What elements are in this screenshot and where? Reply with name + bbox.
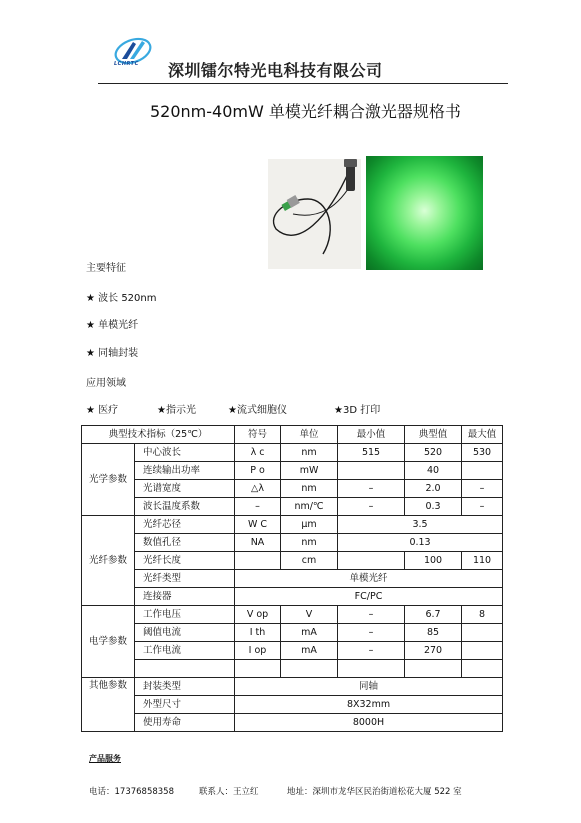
header-cell: 典型值 [405, 426, 462, 444]
table-row [82, 642, 503, 660]
param-cell: 连接器 [135, 588, 235, 606]
group-cell: 光纤参数 [82, 516, 135, 606]
empty-cell [338, 660, 405, 678]
min-cell [338, 552, 405, 570]
footer-address: 地址：深圳市龙华区民治街道松花大厦 522 室 [287, 787, 462, 797]
symbol-cell: λ c [235, 444, 281, 462]
table-row [82, 444, 503, 462]
table-row [82, 624, 503, 642]
max-cell: 530 [462, 444, 503, 462]
typ-cell: 2.0 [405, 480, 462, 498]
param-cell: 数值孔径 [135, 534, 235, 552]
typ-cell: 85 [405, 624, 462, 642]
min-cell: – [338, 498, 405, 516]
value-cell: 0.13 [338, 534, 503, 552]
param-cell: 工作电压 [135, 606, 235, 624]
features-heading: 主要特征 [86, 263, 126, 274]
max-cell: – [462, 480, 503, 498]
laser-spot-photo [366, 156, 483, 270]
empty-cell [135, 660, 235, 678]
param-cell: 阈值电流 [135, 624, 235, 642]
empty-cell [235, 660, 281, 678]
application-item: ★流式细胞仪 [228, 405, 287, 416]
value-cell: 3.5 [338, 516, 503, 534]
header-cell: 典型技术指标（25℃） [82, 426, 235, 444]
unit-cell: nm [281, 444, 338, 462]
group-cell: 其他参数 [82, 678, 135, 732]
empty-cell [405, 660, 462, 678]
typ-cell: 6.7 [405, 606, 462, 624]
param-cell: 中心波长 [135, 444, 235, 462]
table-row [82, 678, 503, 696]
param-cell: 封装类型 [135, 678, 235, 696]
table-row [82, 588, 503, 606]
symbol-cell: △λ [235, 480, 281, 498]
laser-module-image [268, 159, 361, 269]
application-item: ★3D 打印 [334, 405, 381, 416]
footer-heading: 产品服务 [89, 754, 121, 763]
typ-cell: 270 [405, 642, 462, 660]
applications-heading: 应用领域 [86, 378, 126, 389]
unit-cell: mA [281, 642, 338, 660]
header-cell: 符号 [235, 426, 281, 444]
document-title: 520nm-40mW 单模光纤耦合激光器规格书 [150, 102, 461, 121]
unit-cell: mW [281, 462, 338, 480]
max-cell [462, 462, 503, 480]
logo-text: LCHRTC [114, 61, 139, 67]
footer-contact: 联系人：王立红 [199, 787, 259, 797]
value-cell: 8000H [235, 714, 503, 732]
param-cell: 光纤芯径 [135, 516, 235, 534]
typ-cell: 0.3 [405, 498, 462, 516]
table-row [82, 570, 503, 588]
max-cell: 110 [462, 552, 503, 570]
application-item: ★ 医疗 [86, 405, 119, 416]
min-cell: – [338, 480, 405, 498]
header-cell: 最小值 [338, 426, 405, 444]
symbol-cell [235, 552, 281, 570]
min-cell: – [338, 624, 405, 642]
empty-cell [462, 660, 503, 678]
max-cell [462, 624, 503, 642]
param-cell: 外型尺寸 [135, 696, 235, 714]
value-cell: 8X32mm [235, 696, 503, 714]
symbol-cell: I th [235, 624, 281, 642]
max-cell: – [462, 498, 503, 516]
param-cell: 波长温度系数 [135, 498, 235, 516]
header-cell: 最大值 [462, 426, 503, 444]
param-cell: 光谱宽度 [135, 480, 235, 498]
typ-cell: 40 [405, 462, 462, 480]
footer-phone: 电话：17376858358 [89, 787, 174, 797]
value-cell: FC/PC [235, 588, 503, 606]
table-header-row [82, 426, 503, 444]
param-cell: 工作电流 [135, 642, 235, 660]
symbol-cell: NA [235, 534, 281, 552]
table-row [82, 552, 503, 570]
empty-cell [281, 660, 338, 678]
table-row [82, 714, 503, 732]
company-name: 深圳镭尔特光电科技有限公司 [168, 61, 383, 80]
symbol-cell: V op [235, 606, 281, 624]
unit-cell: mA [281, 624, 338, 642]
min-cell: – [338, 642, 405, 660]
table-row [82, 606, 503, 624]
table-row [82, 696, 503, 714]
symbol-cell: P o [235, 462, 281, 480]
max-cell [462, 642, 503, 660]
value-cell: 单模光纤 [235, 570, 503, 588]
unit-cell: V [281, 606, 338, 624]
min-cell: 515 [338, 444, 405, 462]
unit-cell: nm [281, 480, 338, 498]
table-row [82, 462, 503, 480]
table-row [82, 498, 503, 516]
param-cell: 光纤类型 [135, 570, 235, 588]
header-divider [98, 83, 508, 84]
typ-cell: 520 [405, 444, 462, 462]
spec-table [81, 425, 503, 732]
product-photo [268, 159, 361, 269]
symbol-cell: I op [235, 642, 281, 660]
typ-cell: 100 [405, 552, 462, 570]
feature-item: ★ 波长 520nm [86, 293, 157, 304]
application-item: ★指示光 [157, 405, 196, 416]
unit-cell: nm [281, 534, 338, 552]
symbol-cell: – [235, 498, 281, 516]
table-row [82, 516, 503, 534]
table-row [82, 480, 503, 498]
value-cell: 同轴 [235, 678, 503, 696]
feature-item: ★ 单模光纤 [86, 320, 139, 331]
min-cell [338, 462, 405, 480]
param-cell: 连续输出功率 [135, 462, 235, 480]
symbol-cell: W C [235, 516, 281, 534]
unit-cell: cm [281, 552, 338, 570]
unit-cell: nm/℃ [281, 498, 338, 516]
min-cell: – [338, 606, 405, 624]
feature-item: ★ 同轴封装 [86, 348, 139, 359]
group-cell: 电学参数 [82, 606, 135, 678]
table-row-spacer [82, 660, 503, 678]
param-cell: 光纤长度 [135, 552, 235, 570]
table-row [82, 534, 503, 552]
param-cell: 使用寿命 [135, 714, 235, 732]
max-cell: 8 [462, 606, 503, 624]
group-cell: 光学参数 [82, 444, 135, 516]
header-cell: 单位 [281, 426, 338, 444]
unit-cell: μm [281, 516, 338, 534]
